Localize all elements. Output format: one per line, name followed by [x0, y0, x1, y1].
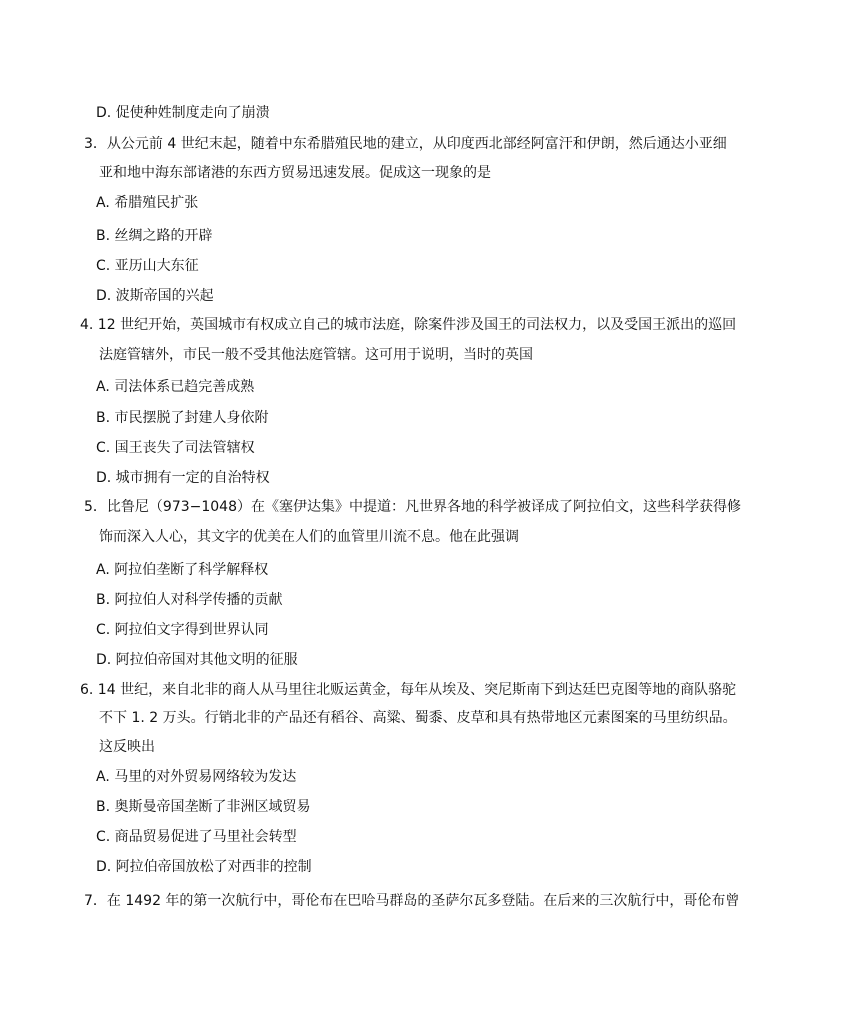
q3-option-a: A. 希腊殖民扩张 [96, 195, 199, 211]
q5-option-c: C. 阿拉伯文字得到世界认同 [96, 622, 269, 638]
q4-option-c: C. 国王丧失了司法管辖权 [96, 440, 255, 456]
q5-option-d: D. 阿拉伯帝国对其他文明的征服 [96, 652, 298, 668]
q3-option-d: D. 波斯帝国的兴起 [96, 288, 214, 304]
q4-option-b: B. 市民摆脱了封建人身依附 [96, 410, 269, 426]
q3-stem-line-2: 亚和地中海东部诸港的东西方贸易迅速发展。促成这一现象的是 [99, 165, 491, 181]
q4-option-d: D. 城市拥有一定的自治特权 [96, 470, 270, 486]
q4-stem-line-2: 法庭管辖外，市民一般不受其他法庭管辖。这可用于说明，当时的英国 [99, 347, 533, 363]
q6-stem-line-2: 不下 1. 2 万头。行销北非的产品还有稻谷、高粱、蜀黍、皮草和具有热带地区元素图案的马里纺织品。 [99, 710, 737, 726]
q3-stem-line-1: 3．从公元前 4 世纪末起，随着中东希腊殖民地的建立，从印度西北部经阿富汗和伊朗，然后通达小亚细 [84, 136, 727, 152]
q5-stem-line-1: 5．比鲁尼（973−1048）在《塞伊达集》中提道：凡世界各地的科学被译成了阿拉伯文，这些科学获得修 [84, 499, 741, 515]
q3-option-b: B. 丝绸之路的开辟 [96, 228, 213, 244]
q4-option-a: A. 司法体系已趋完善成熟 [96, 379, 255, 395]
q6-option-d: D. 阿拉伯帝国放松了对西非的控制 [96, 859, 312, 875]
q6-option-a: A. 马里的对外贸易网络较为发达 [96, 769, 297, 785]
q2-option-d: D. 促使种姓制度走向了崩溃 [96, 105, 270, 121]
q4-stem-line-1: 4. 12 世纪开始，英国城市有权成立自己的城市法庭，除案件涉及国王的司法权力，以及受国王派出的巡回 [80, 317, 737, 333]
q5-option-a: A. 阿拉伯垄断了科学解释权 [96, 562, 269, 578]
q6-option-c: C. 商品贸易促进了马里社会转型 [96, 829, 297, 845]
q6-stem-line-1: 6. 14 世纪，来自北非的商人从马里往北贩运黄金，每年从埃及、突尼斯南下到达廷巴克图等地的商队骆驼 [80, 682, 737, 698]
q6-stem-line-3: 这反映出 [99, 739, 155, 755]
q5-option-b: B. 阿拉伯人对科学传播的贡献 [96, 592, 283, 608]
q7-stem-line-1: 7．在 1492 年的第一次航行中，哥伦布在巴哈马群岛的圣萨尔瓦多登陆。在后来的三次航行中，哥伦布曾 [84, 893, 740, 909]
q3-option-c: C. 亚历山大东征 [96, 258, 199, 274]
q5-stem-line-2: 饰而深入人心，其文字的优美在人们的血管里川流不息。他在此强调 [99, 529, 519, 545]
q6-option-b: B. 奥斯曼帝国垄断了非洲区域贸易 [96, 799, 311, 815]
